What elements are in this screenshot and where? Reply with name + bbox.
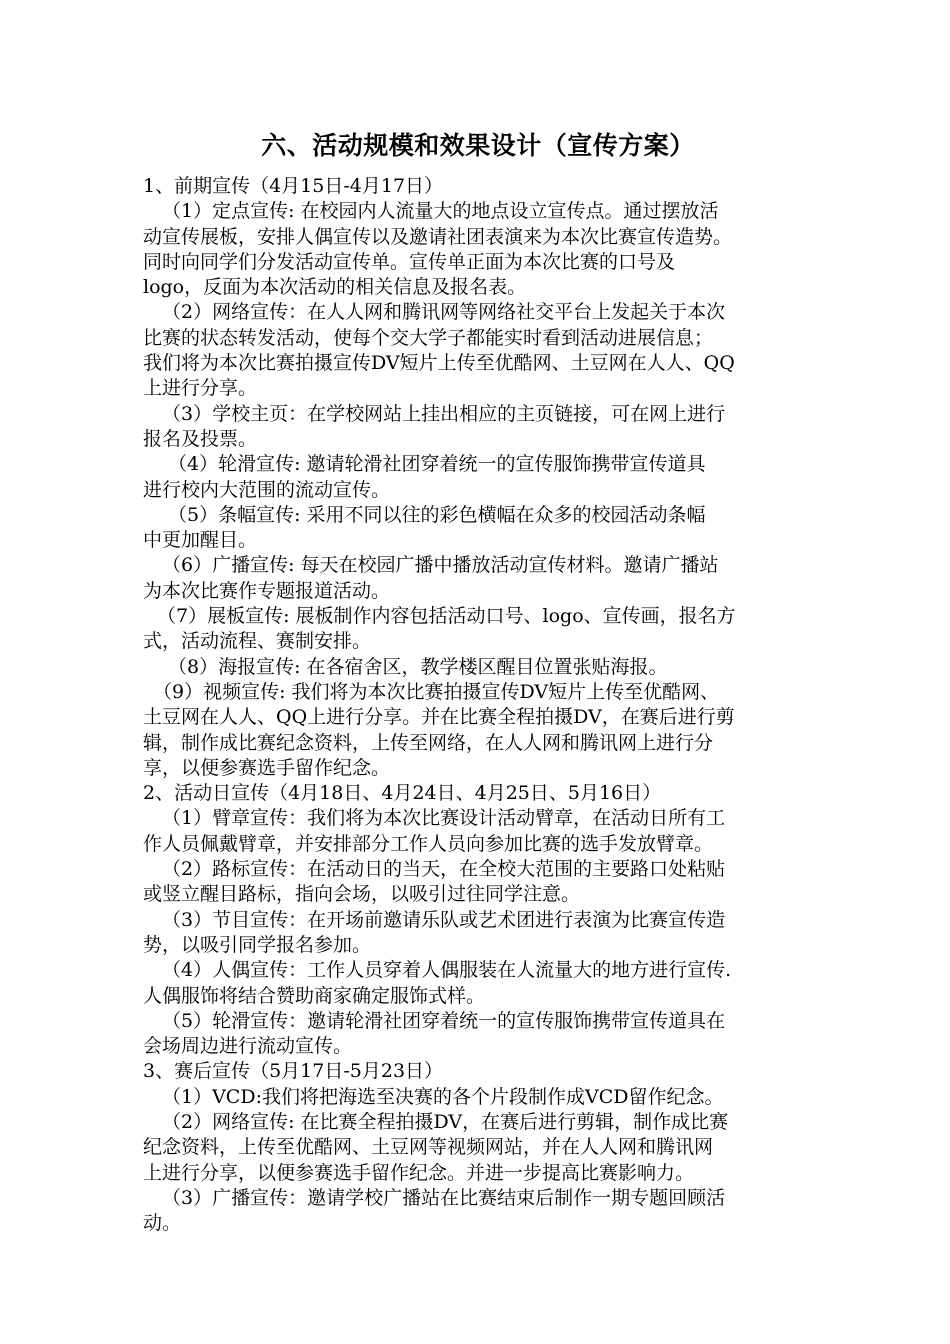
paragraph-line: （2）路标宣传：在活动日的当天，在全校大范围的主要路口处粘贴 bbox=[162, 858, 726, 881]
section-heading: 1、前期宣传（4月15日-4月17日） bbox=[143, 175, 444, 197]
paragraph-line: 上进行分享，以便参赛选手留作纪念。并进一步提高比赛影响力。 bbox=[143, 1161, 695, 1184]
paragraph-line: 比赛的状态转发活动，使每个交大学子都能实时看到活动进展信息； bbox=[143, 326, 714, 349]
paragraph-line: （1）VCD:我们将把海选至决赛的各个片段制作成VCD留作纪念。 bbox=[162, 1085, 724, 1108]
paragraph-line: 我们将为本次比赛拍摄宣传DV短片上传至优酷网、土豆网在人人、QQ bbox=[143, 352, 735, 375]
paragraph-line: 同时向同学们分发活动宣传单。宣传单正面为本次比赛的口号及 bbox=[143, 250, 676, 273]
paragraph-line: 报名及投票。 bbox=[143, 427, 258, 450]
paragraph-line: （3）节目宣传：在开场前邀请乐队或艺术团进行表演为比赛宣传造 bbox=[162, 908, 726, 931]
paragraph-line: 会场周边进行流动宣传。 bbox=[143, 1035, 353, 1058]
paragraph-line: （3）广播宣传：邀请学校广播站在比赛结束后制作一期专题回顾活 bbox=[162, 1186, 726, 1209]
paragraph-line: （2）网络宣传: 在比赛全程拍摄DV，在赛后进行剪辑，制作成比赛 bbox=[162, 1110, 729, 1133]
paragraph-line: 土豆网在人人、QQ上进行分享。并在比赛全程拍摄DV，在赛后进行剪 bbox=[143, 706, 735, 729]
paragraph-line: 作人员佩戴臂章，并安排部分工作人员向参加比赛的选手发放臂章。 bbox=[143, 832, 714, 855]
paragraph-line: （4）人偶宣传：工作人员穿着人偶服装在人流量大的地方进行宣传. bbox=[162, 959, 732, 982]
paragraph-line: 纪念资料，上传至优酷网、土豆网等视频网站，并在人人网和腾讯网 bbox=[143, 1136, 714, 1159]
paragraph-line: （4）轮滑宣传: 邀请轮滑社团穿着统一的宣传服饰携带宣传道具 bbox=[168, 453, 706, 476]
paragraph-line: （3）学校主页：在学校网站上挂出相应的主页链接，可在网上进行 bbox=[162, 402, 726, 425]
paragraph-line: 动。 bbox=[143, 1212, 182, 1235]
paragraph-line: （9）视频宣传: 我们将为本次比赛拍摄宣传DV短片上传至优酷网、 bbox=[153, 680, 720, 703]
paragraph-line: 人偶服饰将结合赞助商家确定服饰式样。 bbox=[143, 984, 486, 1007]
section-heading: 3、赛后宣传（5月17日-5月23日） bbox=[143, 1060, 444, 1083]
section-heading: 2、活动日宣传（4月18日、4月24日、4月25日、5月16日） bbox=[143, 782, 662, 805]
paragraph-line: 或竖立醒目路标，指向会场，以吸引过往同学注意。 bbox=[143, 883, 581, 906]
paragraph-line: 式，活动流程、赛制安排。 bbox=[143, 630, 372, 653]
paragraph-line: （5）条幅宣传: 采用不同以往的彩色横幅在众多的校园活动条幅 bbox=[168, 503, 706, 526]
paragraph-line: （5）轮滑宣传：邀请轮滑社团穿着统一的宣传服饰携带宣传道具在 bbox=[162, 1009, 726, 1032]
paragraph-line: 进行校内大范围的流动宣传。 bbox=[143, 478, 391, 501]
paragraph-line: 势，以吸引同学报名参加。 bbox=[143, 933, 372, 956]
paragraph-line: 中更加醒目。 bbox=[143, 529, 258, 552]
paragraph-line: 辑，制作成比赛纪念资料，上传至网络，在人人网和腾讯网上进行分 bbox=[143, 731, 714, 754]
document-page bbox=[143, 130, 813, 1236]
document-title: 六、活动规模和效果设计（宣传方案） bbox=[261, 131, 695, 160]
paragraph-line: （7）展板宣传: 展板制作内容包括活动口号、logo、宣传画，报名方 bbox=[157, 605, 736, 628]
paragraph-line: （6）广播宣传: 每天在校园广播中播放活动宣传材料。邀请广播站 bbox=[162, 554, 719, 577]
paragraph-line: 为本次比赛作专题报道活动。 bbox=[143, 579, 391, 602]
paragraph-line: （8）海报宣传: 在各宿舍区，教学楼区醒目位置张贴海报。 bbox=[168, 655, 668, 678]
paragraph-line: （1）定点宣传: 在校园内人流量大的地点设立宣传点。通过摆放活 bbox=[162, 200, 719, 223]
paragraph-line: 享，以便参赛选手留作纪念。 bbox=[143, 756, 391, 779]
paragraph-line: 动宣传展板，安排人偶宣传以及邀请社团表演来为本次比赛宣传造势。 bbox=[143, 225, 733, 248]
paragraph-line: logo，反面为本次活动的相关信息及报名表。 bbox=[143, 276, 527, 299]
paragraph-line: （1）臂章宣传：我们将为本次比赛设计活动臂章，在活动日所有工 bbox=[162, 807, 726, 830]
paragraph-line: （2）网络宣传：在人人网和腾讯网等网络社交平台上发起关于本次 bbox=[162, 301, 726, 324]
paragraph-line: 上进行分享。 bbox=[143, 377, 258, 400]
